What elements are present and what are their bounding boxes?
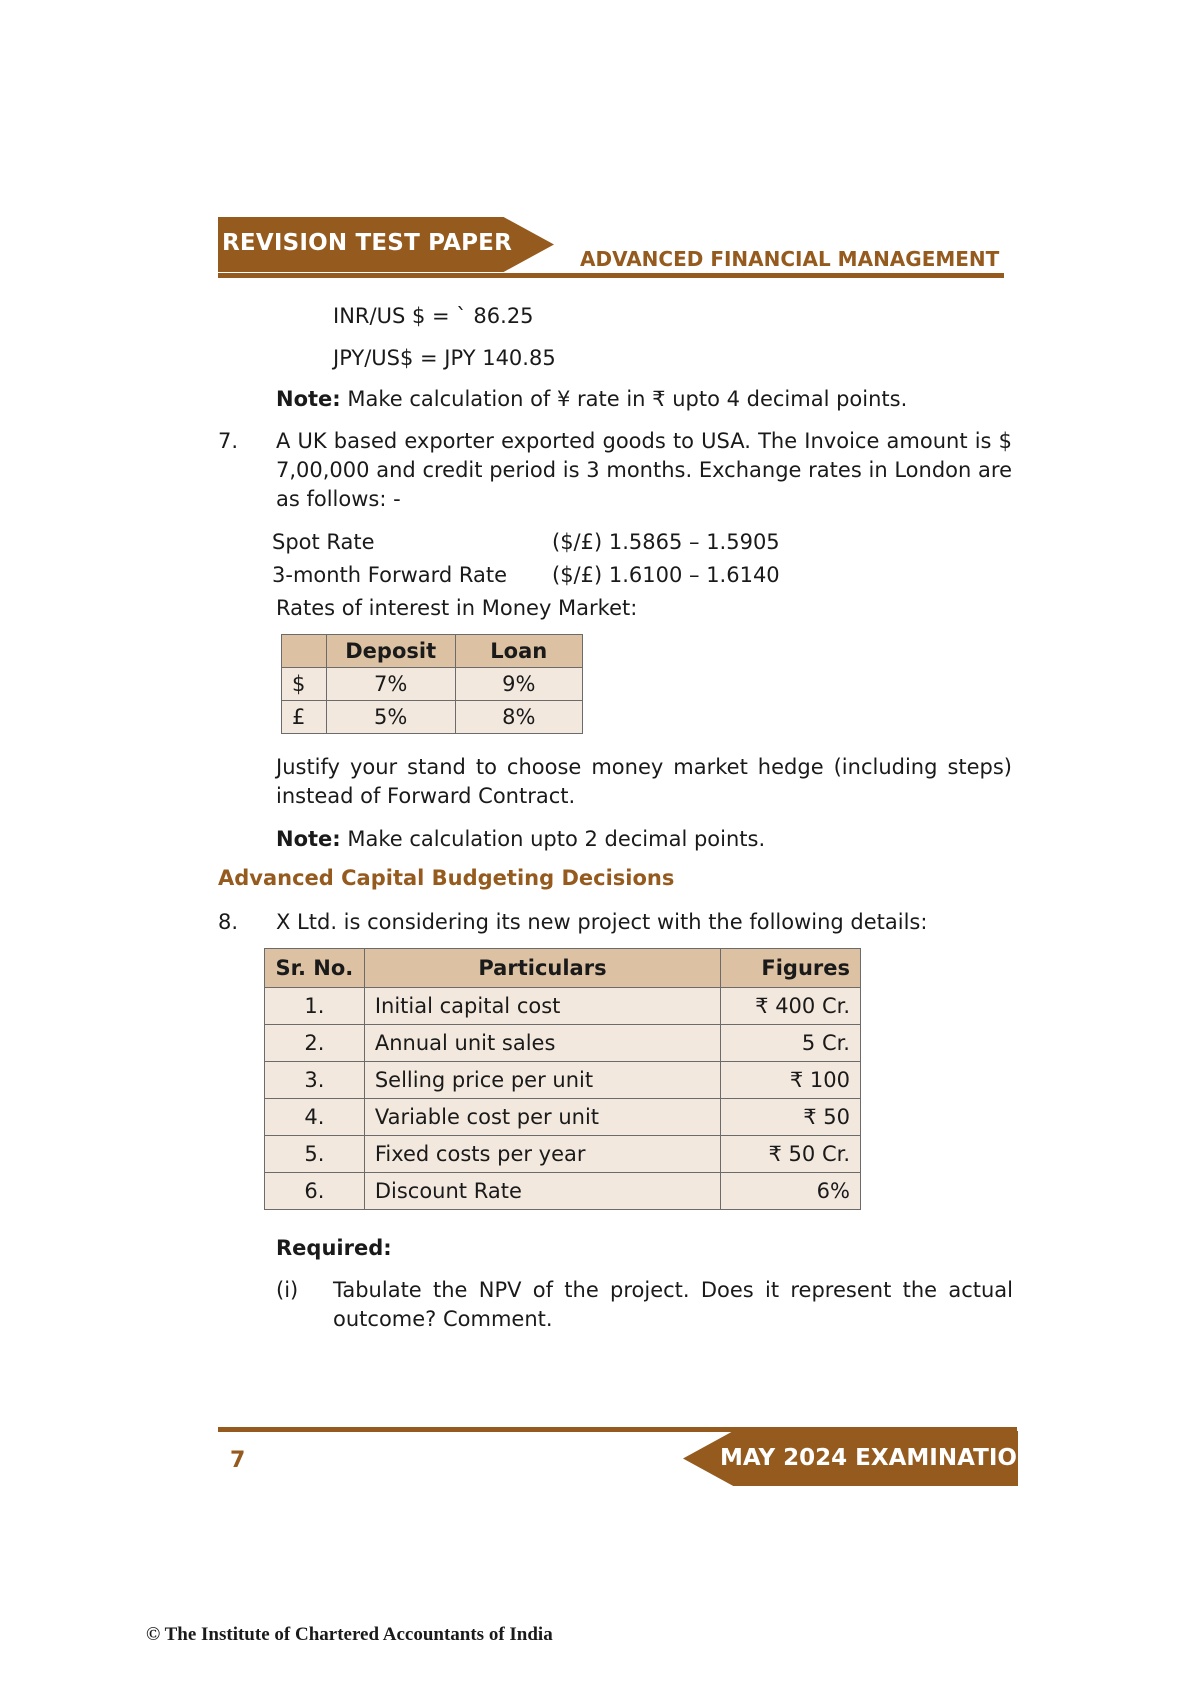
table-cell: $ <box>282 668 327 701</box>
page-number: 7 <box>230 1448 246 1473</box>
table-header-cell: Figures <box>721 949 861 988</box>
requirement-i-number: (i) <box>276 1278 299 1302</box>
copyright-notice: © The Institute of Chartered Accountants of India <box>146 1624 553 1645</box>
table-row <box>265 1173 861 1210</box>
table-row <box>282 668 583 701</box>
table-header-cell <box>282 635 327 668</box>
forward-rate-label: 3-month Forward Rate <box>272 563 508 587</box>
table-cell: 5 Cr. <box>721 1025 861 1062</box>
table-cell: 5% <box>326 701 455 734</box>
table-cell: Annual unit sales <box>364 1025 720 1062</box>
table-header-cell: Particulars <box>364 949 720 988</box>
question-7-text: A UK based exporter exported goods to USA. The Invoice amount is $ 7,00,000 and credit period is 3 months. Exchange rates in London are as follows: - <box>276 429 1012 511</box>
question-8-number: 8. <box>218 910 239 934</box>
note-text: Make calculation upto 2 decimal points. <box>340 827 766 851</box>
table-cell: £ <box>282 701 327 734</box>
table-header-row <box>265 949 861 988</box>
table-cell: 4. <box>265 1099 365 1136</box>
forward-rate-value: ($/£) 1.6100 – 1.6140 <box>552 563 780 587</box>
table-row <box>282 701 583 734</box>
table-row <box>265 1062 861 1099</box>
question-7-number: 7. <box>218 429 239 453</box>
note-decimal-4 <box>276 387 907 411</box>
requirement-i-text: Tabulate the NPV of the project. Does it represent the actual outcome? Comment. <box>333 1278 1013 1331</box>
table-cell: ₹ 400 Cr. <box>721 988 861 1025</box>
rate-jpy-usd: JPY/US$ = JPY 140.85 <box>333 346 556 370</box>
spot-rate-value: ($/£) 1.5865 – 1.5905 <box>552 530 780 554</box>
table-cell: Variable cost per unit <box>364 1099 720 1136</box>
table-cell: 2. <box>265 1025 365 1062</box>
table-header-cell: Loan <box>455 635 582 668</box>
table-header-row <box>282 635 583 668</box>
project-details-table <box>264 948 861 1210</box>
header-title: REVISION TEST PAPER <box>222 230 512 256</box>
rate-inr-usd: INR/US $ = ` 86.25 <box>333 304 534 328</box>
table-cell: 6% <box>721 1173 861 1210</box>
table-cell: 3. <box>265 1062 365 1099</box>
note-label: Note: <box>276 827 341 851</box>
table-cell: 8% <box>455 701 582 734</box>
table-cell: Initial capital cost <box>364 988 720 1025</box>
table-cell: 6. <box>265 1173 365 1210</box>
header-rule <box>218 273 1004 278</box>
table-cell: Fixed costs per year <box>364 1136 720 1173</box>
table-cell: 9% <box>455 668 582 701</box>
money-market-intro: Rates of interest in Money Market: <box>276 596 638 620</box>
table-header-cell: Sr. No. <box>265 949 365 988</box>
required-label: Required: <box>276 1236 392 1260</box>
table-row <box>265 1025 861 1062</box>
note-label: Note: <box>276 387 341 411</box>
section-heading: Advanced Capital Budgeting Decisions <box>218 866 675 890</box>
note-text: Make calculation of ¥ rate in ₹ upto 4 decimal points. <box>340 387 908 411</box>
table-cell: Selling price per unit <box>364 1062 720 1099</box>
table-cell: ₹ 50 Cr. <box>721 1136 861 1173</box>
note-decimal-2 <box>276 827 765 851</box>
table-cell: 1. <box>265 988 365 1025</box>
header-subject: ADVANCED FINANCIAL MANAGEMENT <box>580 247 1000 271</box>
required-heading <box>276 1236 392 1260</box>
table-row <box>265 988 861 1025</box>
spot-rate-label: Spot Rate <box>272 530 375 554</box>
question-7-justify: Justify your stand to choose money market hedge (including steps) instead of Forward Contract. <box>276 755 1012 808</box>
table-cell: 5. <box>265 1136 365 1173</box>
money-market-table <box>281 634 583 734</box>
table-header-cell: Deposit <box>326 635 455 668</box>
table-row <box>265 1136 861 1173</box>
table-cell: Discount Rate <box>364 1173 720 1210</box>
table-row <box>265 1099 861 1136</box>
table-cell: ₹ 100 <box>721 1062 861 1099</box>
footer-exam-title: MAY 2024 EXAMINATION <box>720 1445 1037 1471</box>
table-cell: 7% <box>326 668 455 701</box>
table-cell: ₹ 50 <box>721 1099 861 1136</box>
question-8-text: X Ltd. is considering its new project with the following details: <box>276 910 928 934</box>
